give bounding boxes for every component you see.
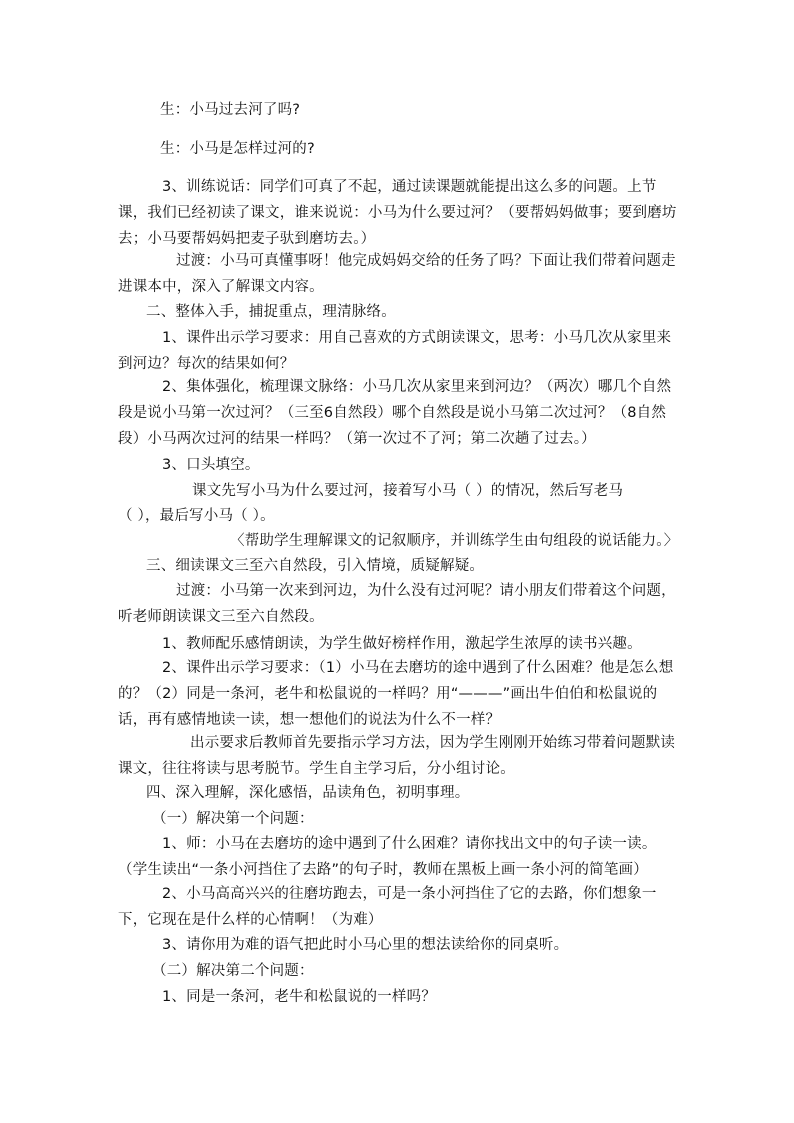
oral-fill-heading: 3、口头填空。 [162,457,260,473]
section-heading-3: 三、细读课文三至六自然段，引入情境，质疑解疑。 [146,558,485,574]
paragraph-imagine-feeling: 2、小马高高兴兴的往磨坊跑去，可是一条小河挡住了它的去路，你们想象一下，它现在是什么样的心情啊！（为难） [118,886,657,928]
paragraph-transition-1: 过渡：小马可真懂事呀！他完成妈妈交给的任务了吗？下面让我们带着问题走进课本中，深入了解课文内容。 [118,253,676,295]
student-line-2: 生：小马是怎样过河的? [160,141,315,157]
fill-blank-line-2: （ ），最后写小马（ ）。 [118,508,275,524]
paragraph-courseware-1: 1、课件出示学习要求：用自己喜欢的方式朗读课文，思考：小马几次从家里来到河边？每次的结果如何？ [118,330,672,372]
paragraph-read-to-partner: 3、请你用为难的语气把此时小马心里的想法读给你的同桌听。 [162,937,569,953]
question-same-river: 1、同是一条河，老牛和松鼠说的一样吗？ [162,989,437,1005]
section-heading-2: 二、整体入手，捕捉重点，理清脉络。 [146,304,396,320]
paragraph-collective-strengthen: 2、集体强化，梳理课文脉络：小马几次从家里来到河边？（两次）哪几个自然段是说小马第一次过河？（三至6自然段）哪个自然段是说小马第二次过河？（8自然段）小马两次过河的结果一样吗？（第一次过不了河；第二次趟了过去。） [118,379,672,447]
paragraph-teacher-reading: 1、教师配乐感情朗读，为学生做好榜样作用，激起学生浓厚的读书兴趣。 [162,636,642,652]
paragraph-transition-2: 过渡：小马第一次来到河边，为什么没有过河呢？请小朋友们带着这个问题，听老师朗读课文三至六自然段。 [118,583,676,625]
section-heading-4: 四、深入理解，深化感悟，品读角色，初明事理。 [146,785,470,801]
subsection-heading-1: （一）解决第一个问题： [152,811,314,827]
student-line-1: 生：小马过去河了吗? [160,102,301,118]
fill-blank-line-1: 课文先写小马为什么要过河，接着写小马（ ）的情况，然后写老马 [192,483,624,499]
note-narrative-order: 〈帮助学生理解课文的记叙顺序，并训练学生由句组段的说话能力。〉 [230,533,679,549]
paragraph-method-guidance: 出示要求后教师首先要指示学习方法，因为学生刚刚开始练习带着问题默读课文，往往将读与思考脱节。学生自主学习后，分小组讨论。 [118,735,676,777]
subsection-heading-2: （二）解决第二个问题： [152,963,314,979]
paragraph-speaking-training: 3、训练说话：同学们可真了不起，通过读课题就能提出这么多的问题。上节课，我们已经初读了课文，谁来说说：小马为什么要过河？（要帮妈妈做事；要到磨坊去；小马要帮妈妈把麦子驮到磨坊去。） [118,179,677,247]
paragraph-courseware-2: 2、课件出示学习要求：（1）小马在去磨坊的途中遇到了什么困难？他是怎么想的？（2）同是一条河，老牛和松鼠说的一样吗？用“———”画出牛伯伯和松鼠说的话，再有感情地读一读，想一想他们的说法为什么不一样？ [118,660,674,728]
paragraph-teacher-question: 1、师：小马在去磨坊的途中遇到了什么困难？请你找出文中的句子读一读。（学生读出“一条小河挡住了去路”的句子时，教师在黑板上画一条小河的简笔画） [118,836,657,878]
